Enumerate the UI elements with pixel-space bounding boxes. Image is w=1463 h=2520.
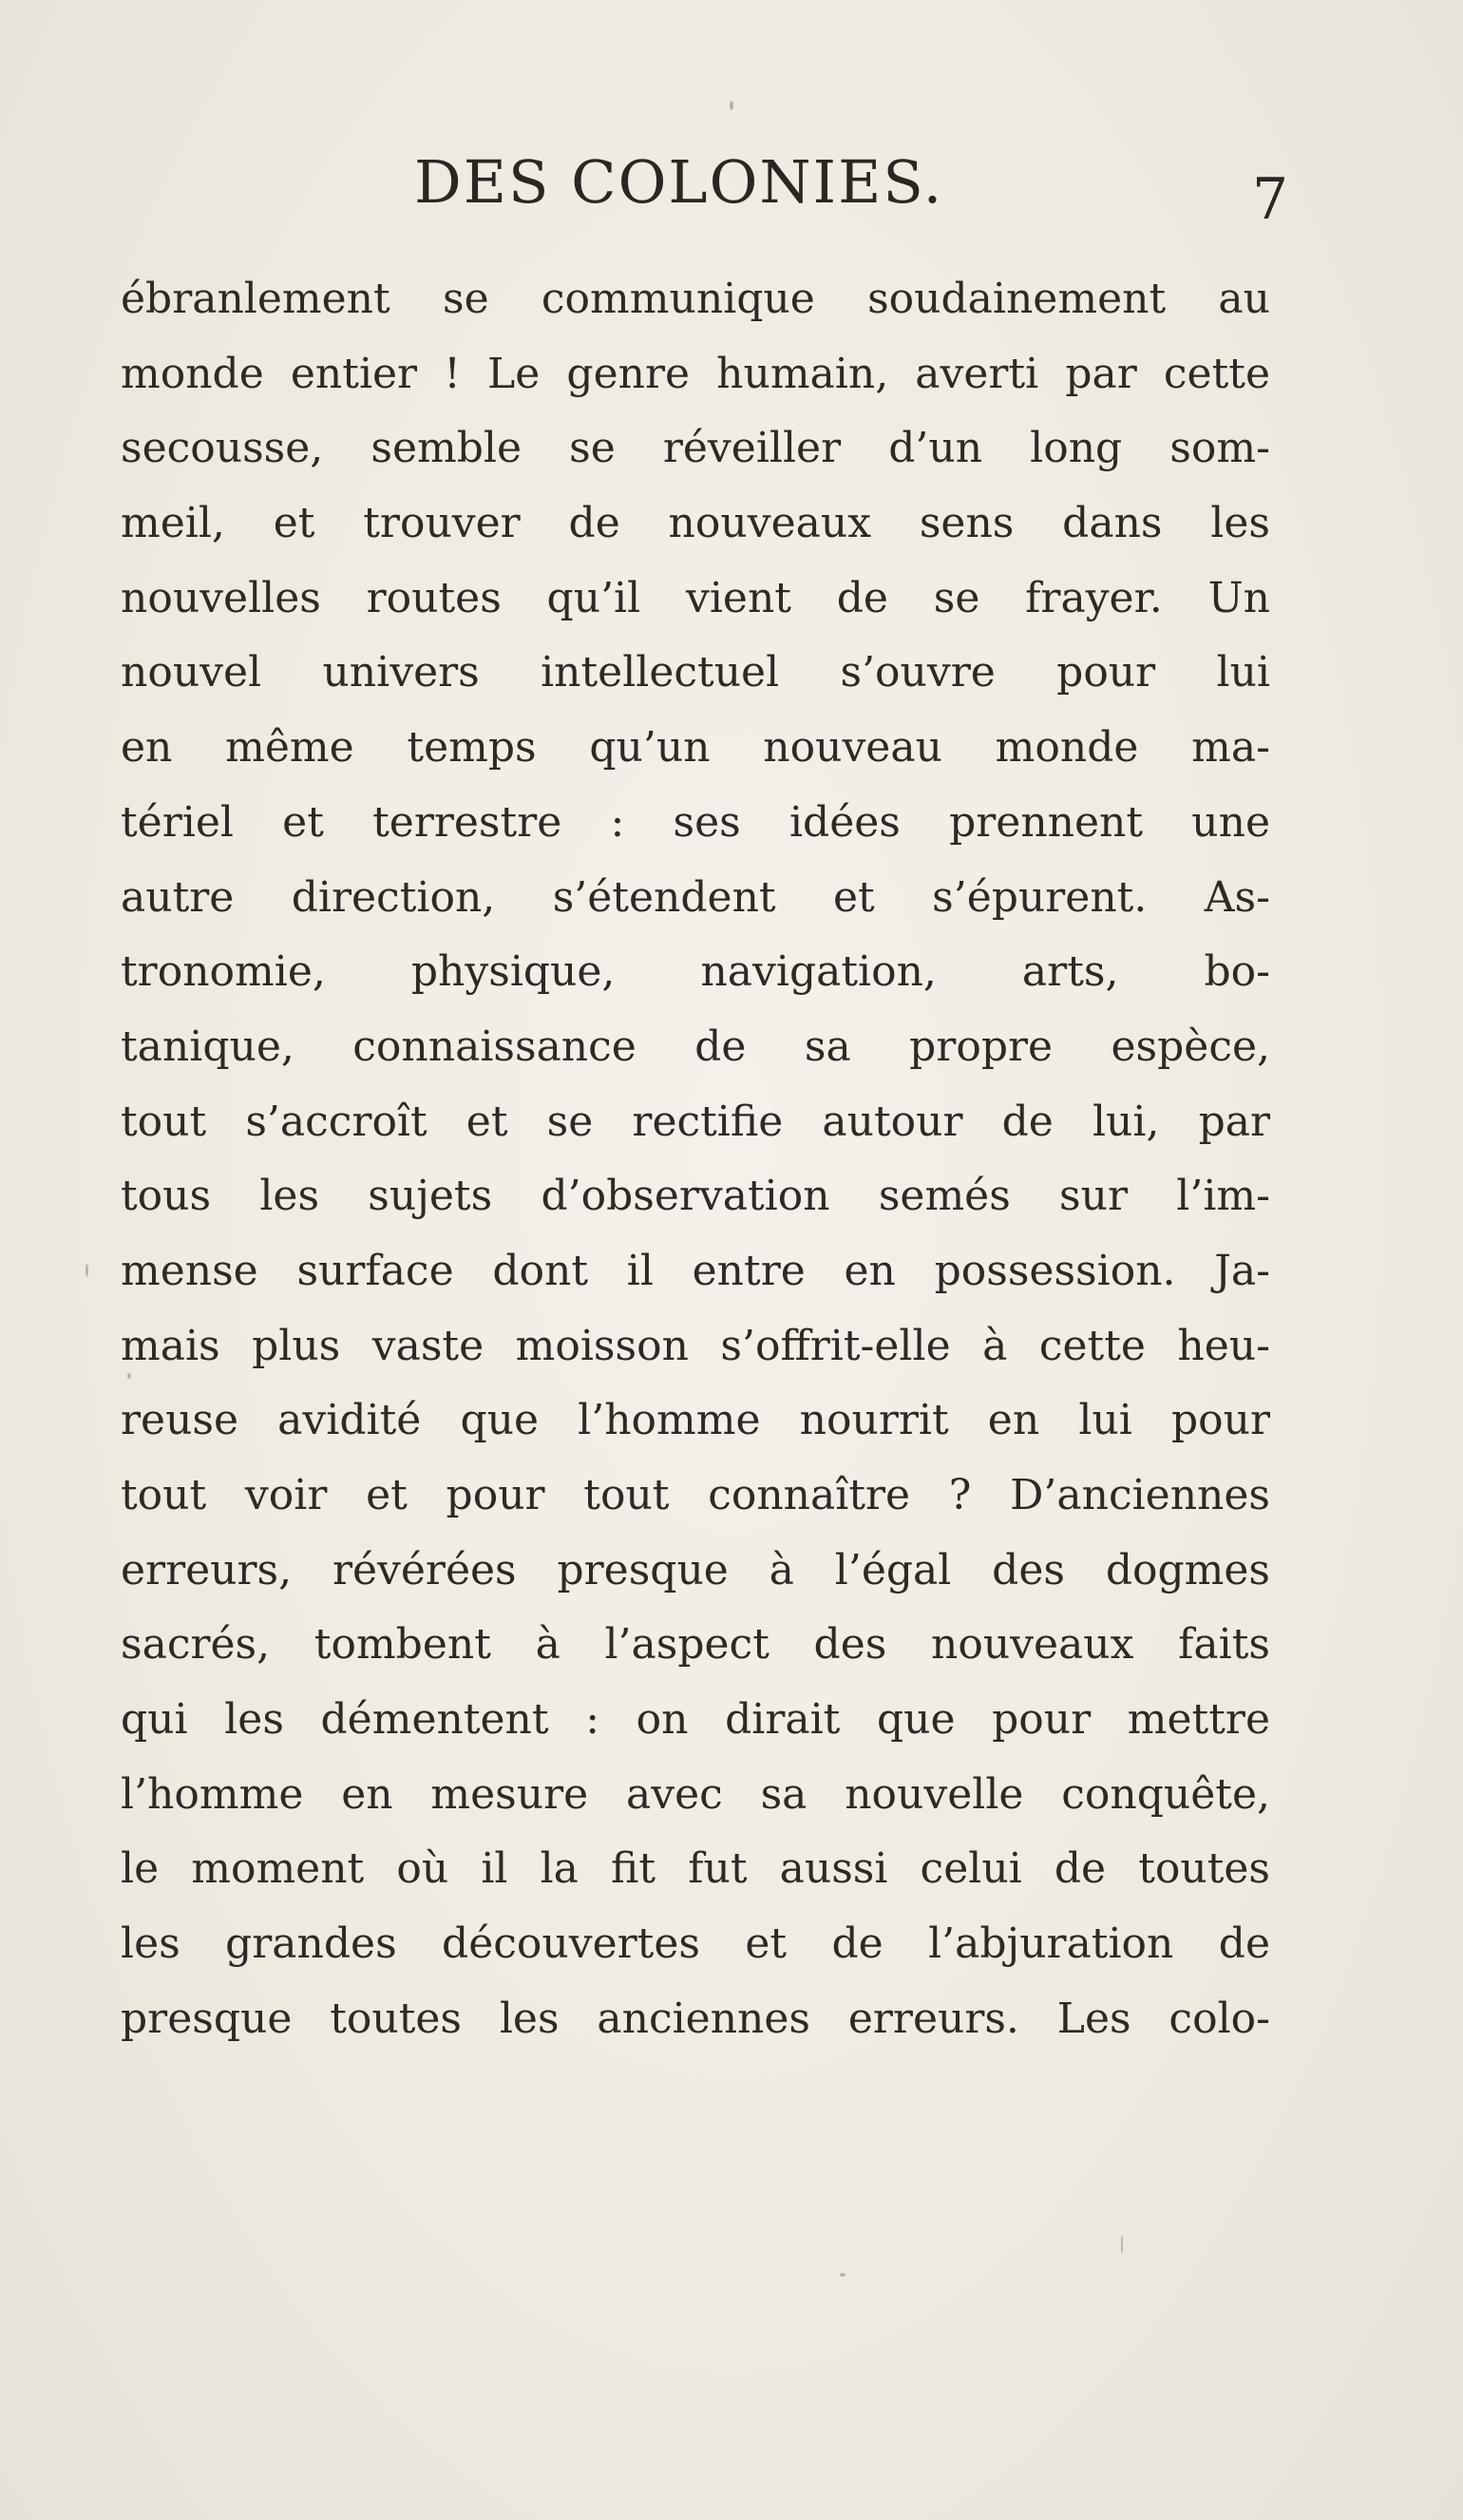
text-line: tériel et terrestre : ses idées prennent une — [121, 797, 1270, 847]
text-line: autre direction, s’étendent et s’épurent. As- — [121, 872, 1270, 922]
text-line: reuse avidité que l’homme nourrit en lui pour — [121, 1396, 1270, 1445]
text-line: tronomie, physique, navigation, arts, bo- — [121, 947, 1270, 997]
paper-speck — [730, 101, 733, 110]
paper-speck — [127, 1373, 131, 1379]
text-line: meil, et trouver de nouveaux sens dans les — [121, 499, 1270, 548]
text-line: secousse, semble se réveiller d’un long som- — [121, 424, 1270, 473]
text-line: erreurs, révérées presque à l’égal des dogmes — [121, 1545, 1270, 1594]
text-line: tout voir et pour tout connaître ? D’anciennes — [121, 1471, 1270, 1519]
running-head — [0, 144, 1463, 233]
paper-speck — [86, 1264, 88, 1277]
text-line: monde entier ! Le genre humain, averti par cette — [121, 349, 1270, 398]
text-line: qui les démentent : on dirait que pour mettre — [121, 1695, 1270, 1745]
text-line: mais plus vaste moisson s’offrit-elle à cette heu- — [121, 1321, 1270, 1370]
text-line: l’homme en mesure avec sa nouvelle conquête, — [121, 1769, 1270, 1819]
text-line: tanique, connaissance de sa propre espèce, — [121, 1021, 1270, 1071]
page-number: 7 — [1252, 166, 1289, 233]
text-line: nouvel univers intellectuel s’ouvre pour lui — [121, 648, 1270, 697]
text-line: ébranlement se communique soudainement au — [121, 275, 1270, 323]
text-line: tout s’accroît et se rectifie autour de lui, par — [121, 1097, 1270, 1146]
paper-speck — [1121, 2235, 1123, 2254]
running-title: DES COLONIES. — [414, 147, 944, 217]
body-text — [121, 262, 1270, 2057]
text-line: le moment où il la fit fut aussi celui de toutes — [121, 1844, 1270, 1894]
text-line: tous les sujets d’observation semés sur l’im- — [121, 1172, 1270, 1221]
text-line: mense surface dont il entre en possession. Ja- — [121, 1246, 1270, 1295]
text-line: nouvelles routes qu’il vient de se frayer. Un — [121, 573, 1270, 622]
text-line: en même temps qu’un nouveau monde ma- — [121, 723, 1270, 773]
text-line: les grandes découvertes et de l’abjuration de — [121, 1919, 1270, 1969]
text-line: presque toutes les anciennes erreurs. Les colo- — [121, 1994, 1270, 2043]
text-line: sacrés, tombent à l’aspect des nouveaux faits — [121, 1620, 1270, 1670]
paper-speck — [840, 2273, 846, 2277]
